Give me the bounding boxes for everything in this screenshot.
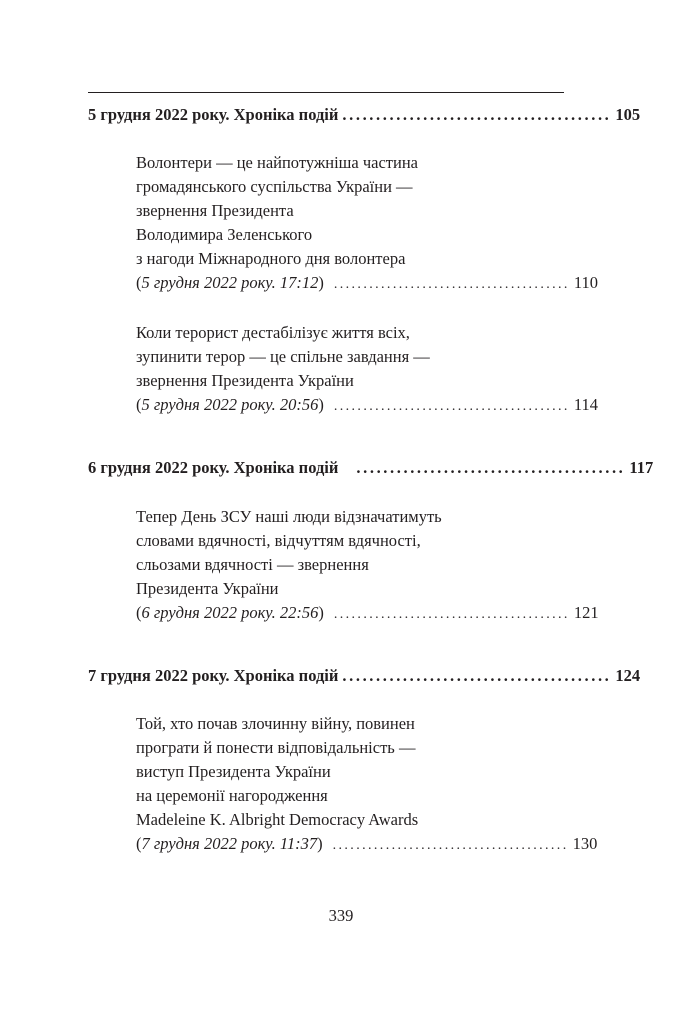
dot-leader: ........................................ <box>342 666 612 685</box>
entry-page-number: 114 <box>573 395 598 414</box>
section-page-number: 117 <box>629 458 654 477</box>
entry-date: 5 грудня 2022 року. 20:56 <box>141 395 319 414</box>
entry-title-line: громадянського суспільства України — <box>136 177 413 196</box>
toc-entry[interactable] <box>136 505 599 625</box>
dot-leader: ........................................ <box>332 838 569 853</box>
entry-title-line: Той, хто почав злочинну війну, повинен <box>136 714 415 733</box>
entry-title-line: виступ Президента України <box>136 762 331 781</box>
toc-section-heading[interactable] <box>88 457 654 479</box>
section-title: 6 грудня 2022 року. Хроніка подій <box>88 458 339 477</box>
entry-title-line: Madeleine K. Albright Democracy Awards <box>136 810 419 829</box>
section-title: 7 грудня 2022 року. Хроніка подій <box>88 666 339 685</box>
date-close-paren: ) <box>318 273 324 292</box>
section-page-number: 105 <box>615 105 641 124</box>
date-open-paren: ( <box>136 395 142 414</box>
entry-date: 6 грудня 2022 року. 22:56 <box>141 603 319 622</box>
entry-title-line: Володимира Зеленського <box>136 225 313 244</box>
toc-entry[interactable] <box>136 321 598 417</box>
toc-entry[interactable] <box>136 151 598 295</box>
dot-leader: ........................................ <box>333 607 570 622</box>
entry-title-line: Коли терорист дестабілізує життя всіх, <box>136 323 410 342</box>
entry-date-line <box>136 832 598 856</box>
entry-date-line <box>136 271 598 295</box>
section-title: 5 грудня 2022 року. Хроніка подій <box>88 105 339 124</box>
date-close-paren: ) <box>317 834 323 853</box>
entry-page-number: 110 <box>573 273 598 292</box>
toc-section-heading[interactable] <box>88 665 641 687</box>
dot-leader: ........................................ <box>342 105 612 124</box>
entry-date-line <box>136 601 599 625</box>
dot-leader: ........................................ <box>333 277 570 292</box>
entry-page-number: 121 <box>573 603 599 622</box>
entry-title-line: на церемонії нагородження <box>136 786 328 805</box>
toc-section-heading[interactable] <box>88 104 641 126</box>
date-open-paren: ( <box>136 273 142 292</box>
entry-date: 5 грудня 2022 року. 17:12 <box>141 273 319 292</box>
date-open-paren: ( <box>136 834 142 853</box>
entry-date: 7 грудня 2022 року. 11:37 <box>141 834 318 853</box>
entry-page-number: 130 <box>572 834 598 853</box>
toc-entry[interactable] <box>136 712 598 856</box>
section-page-number: 124 <box>615 666 641 685</box>
page-number: 339 <box>328 906 354 925</box>
entry-title-line: сльозами вдячності — звернення <box>136 555 369 574</box>
entry-date-line <box>136 393 598 417</box>
date-close-paren: ) <box>318 395 324 414</box>
date-open-paren: ( <box>136 603 142 622</box>
entry-title-line: Президента України <box>136 579 279 598</box>
entry-title-line: словами вдячності, відчуттям вдячності, <box>136 531 421 550</box>
dot-leader: ........................................ <box>333 399 570 414</box>
entry-title-line: програти й понести відповідальність — <box>136 738 416 757</box>
date-close-paren: ) <box>318 603 324 622</box>
dot-leader: ........................................ <box>356 458 626 477</box>
entry-title-line: Волонтери — це найпотужніша частина <box>136 153 418 172</box>
top-rule <box>88 92 564 93</box>
entry-title-line: зупинити терор — це спільне завдання — <box>136 347 430 366</box>
entry-title-line: звернення Президента України <box>136 371 354 390</box>
entry-title-line: звернення Президента <box>136 201 294 220</box>
entry-title-line: Тепер День ЗСУ наші люди відзначатимуть <box>136 507 442 526</box>
entry-title-line: з нагоди Міжнародного дня волонтера <box>136 249 406 268</box>
